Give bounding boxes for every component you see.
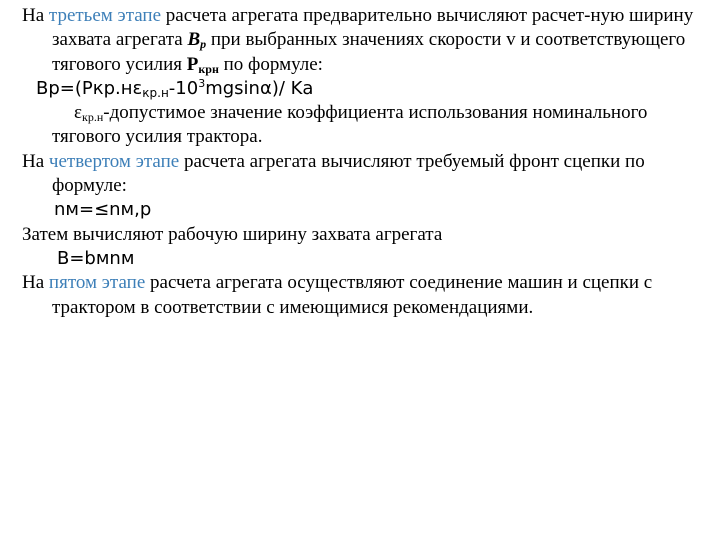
highlight-fourth-stage: четвертом этапе — [48, 150, 180, 172]
para-prefix: На — [22, 150, 49, 172]
formula-part: -10 — [168, 77, 199, 99]
symbol-pkr-main: P — [186, 53, 199, 75]
epsilon-definition — [0, 101, 672, 150]
formula-part: mgsinα)/ Kа — [205, 77, 314, 99]
symbol-bp-main: B — [187, 29, 201, 51]
paragraph-fourth-stage — [0, 150, 700, 199]
formula-nm: nм=≤nм,р — [54, 199, 152, 221]
formula-bp — [0, 77, 720, 101]
def-symbol — [48, 102, 103, 123]
para-text: расчета агрегата осуществляют соединение машин и сцепки с трактором в соответствии с имеющимися рекомендациями. — [52, 272, 653, 318]
paragraph-fifth-stage — [0, 271, 700, 320]
para-text: расчета агрегата предварительно вычисляют расчет-ную ширину захвата агрегата — [52, 5, 694, 51]
highlight-third-stage: третьем этапе — [48, 5, 162, 26]
para-prefix: На — [22, 5, 49, 26]
formula-epsilon-sub: кр.н — [142, 85, 169, 100]
para-prefix: На — [22, 272, 49, 294]
def-epsilon: ε — [74, 102, 82, 124]
symbol-bp — [187, 29, 206, 50]
symbol-bp-sub: p — [200, 37, 207, 52]
def-epsilon-sub: кр.н — [81, 110, 104, 125]
formula-exponent: 3 — [198, 76, 206, 90]
para-text: при выбранных значениях скорости v и соответствующего тягового усилия — [52, 29, 686, 75]
def-text: -допустимое значение коэффициента использования номинального тягового усилия трактора. — [52, 102, 648, 148]
formula-epsilon: ε — [132, 77, 143, 99]
highlight-fifth-stage: пятом этапе — [48, 272, 146, 294]
para-text: по формуле: — [218, 53, 323, 75]
paragraph-third-stage — [0, 4, 700, 77]
formula-part: Bр=(Pкр.н — [36, 77, 133, 99]
formula-b: B=bмnм — [57, 247, 135, 269]
para-text: расчета агрегата вычисляют требуемый фронт сцепки по формуле: — [52, 150, 645, 197]
paragraph-working-width: Затем вычисляют рабочую ширину захвата агрегата — [22, 223, 443, 245]
symbol-pkr-sub: крн — [198, 61, 219, 76]
symbol-pkr — [187, 54, 219, 75]
